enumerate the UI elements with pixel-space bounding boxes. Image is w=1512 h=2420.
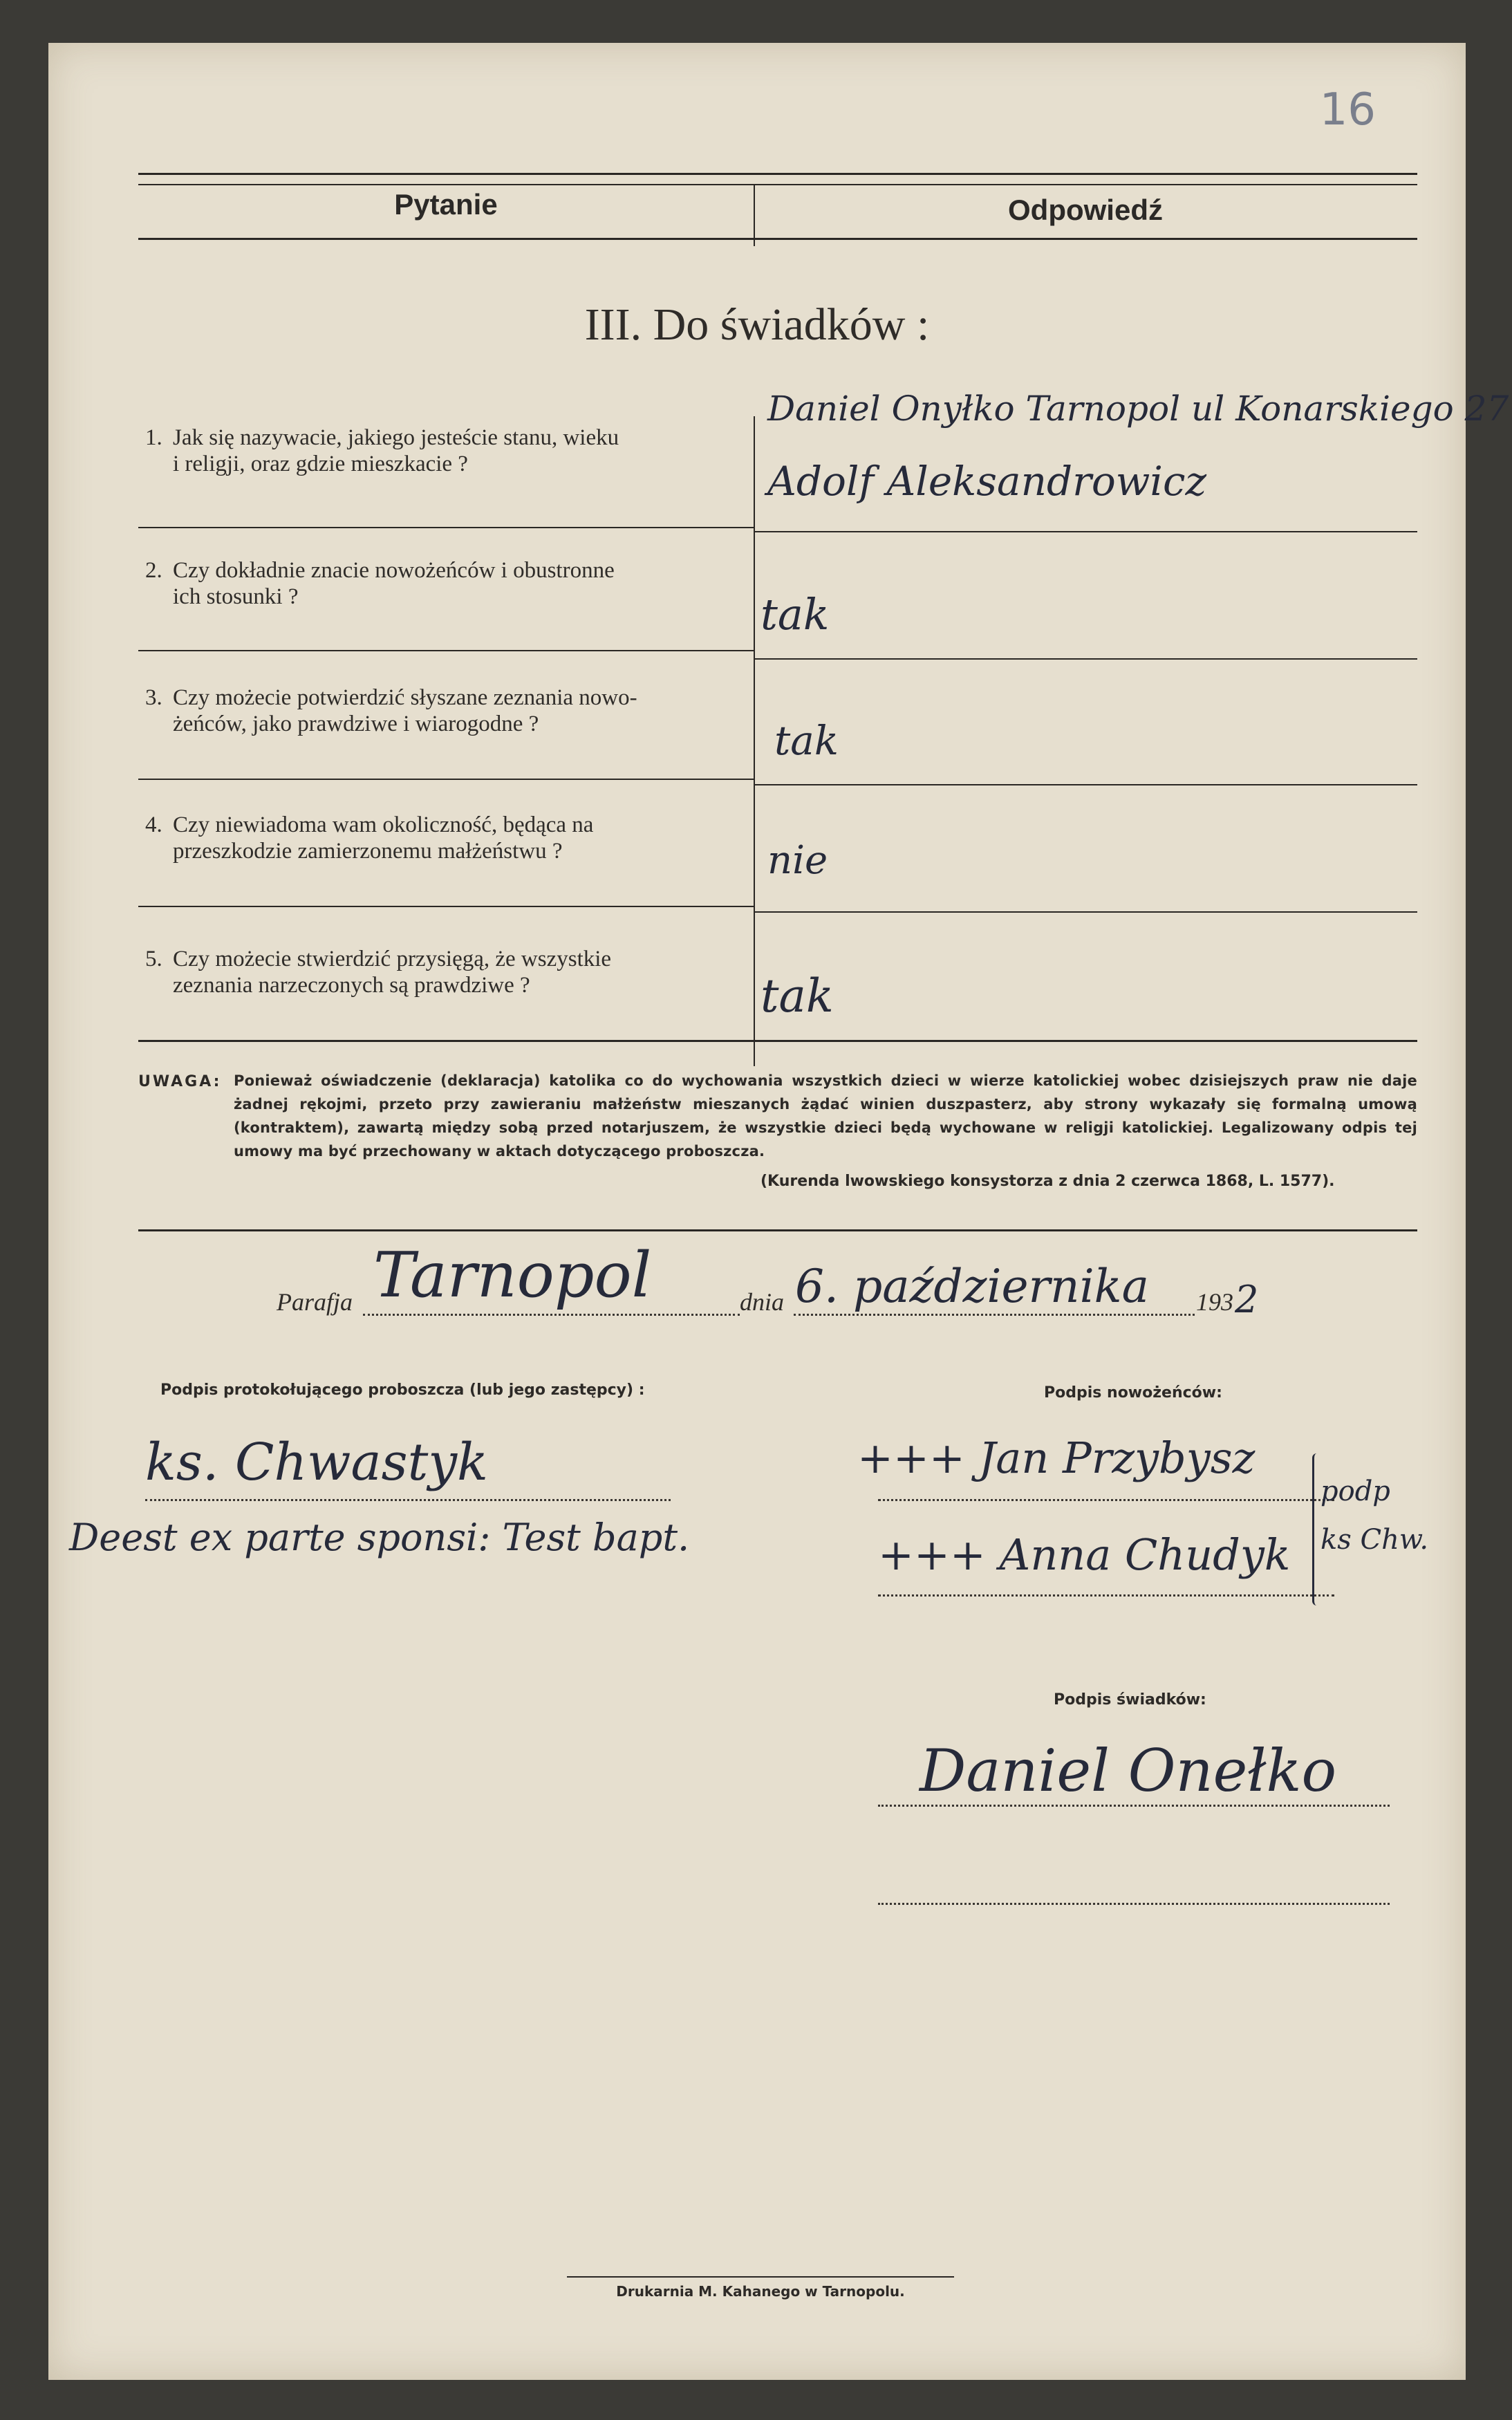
witnesses-signature-label: Podpis świadków: bbox=[1054, 1691, 1206, 1709]
question-4: 4. Czy niewiadoma wam okoliczność, będąca na przeszkodzie zamierzonemu małżeństwu ? bbox=[145, 812, 594, 864]
parish-label: Parafja bbox=[277, 1288, 353, 1316]
parish-value: Tarnopol bbox=[373, 1239, 652, 1312]
answer-1-line-2: Adolf Aleksandrowicz bbox=[767, 458, 1206, 505]
answer-4: nie bbox=[767, 838, 828, 883]
q4-rule bbox=[138, 906, 754, 907]
note-text: Ponieważ oświadczenie (deklaracja) katolika co do wychowania wszystkich dzieci w wierze katolickiej wobec dzisiejszych praw nie daje żadnej rękojmi, przeto przy zawieraniu małżeństw mieszanych żądać winien duszpasterz, aby strony wykazały się formalną umową (kontraktem), zawartą między sobą przed notarjuszem, że wszystkie dzieci będą wychowane w religji katolickiej. Legalizowany odpis tej umowy ma być przechowany w aktach dotyczącego proboszcza. bbox=[234, 1072, 1417, 1160]
spouses-note bbox=[1320, 1467, 1428, 1564]
spouses-note-line-2: ks Chw. bbox=[1320, 1524, 1429, 1556]
note-bottom-rule bbox=[138, 1229, 1417, 1231]
a1-rule bbox=[754, 531, 1417, 532]
question-5: 5. Czy możecie stwierdzić przysięgą, że wszystkie zeznania narzeczonych są prawdziwe ? bbox=[145, 947, 612, 998]
date-label: dnia bbox=[740, 1288, 785, 1316]
priest-signature: ks. Chwastyk bbox=[145, 1433, 488, 1492]
q1-rule bbox=[138, 527, 754, 528]
priest-dotted-line bbox=[145, 1499, 671, 1501]
questions-bottom-rule bbox=[138, 1040, 1417, 1042]
answer-column-header: Odpowiedź bbox=[1008, 194, 1163, 226]
section-title: III. Do świadków : bbox=[584, 299, 930, 350]
document-sheet bbox=[48, 43, 1509, 2380]
spouse-1-dotted-line bbox=[878, 1499, 1334, 1501]
question-column-header: Pytanie bbox=[394, 188, 498, 221]
note-source: (Kurenda lwowskiego konsystorza z dnia 2 czerwca 1868, L. 1577). bbox=[760, 1173, 1335, 1190]
witness-1-dotted-line bbox=[878, 1805, 1390, 1807]
a3-rule bbox=[754, 784, 1417, 785]
answer-1-line-1: Daniel Onyłko Tarnopol ul Konarskiego 27 bbox=[767, 389, 1509, 429]
spouse-2-dotted-line bbox=[878, 1594, 1334, 1597]
year-printed: 193 bbox=[1196, 1288, 1233, 1316]
spouse-1-signature: +++ Jan Przybysz bbox=[857, 1433, 1256, 1483]
question-3: 3. Czy możecie potwierdzić słyszane zeznania nowo- żeńców, jako prawdziwe i wiarogodne ? bbox=[145, 685, 637, 736]
printer-imprint: Drukarnia M. Kahanego w Tarnopolu. bbox=[616, 2283, 905, 2300]
answer-3: tak bbox=[774, 717, 839, 764]
date-value: 6. października bbox=[795, 1260, 1150, 1313]
q3-rule bbox=[138, 779, 754, 780]
witness-2-dotted-line bbox=[878, 1903, 1390, 1905]
header-top-rule-2 bbox=[138, 184, 1417, 185]
priest-signature-label: Podpis protokołującego proboszcza (lub jego zastępcy) : bbox=[160, 1381, 645, 1399]
a4-rule bbox=[754, 911, 1417, 913]
answer-5: tak bbox=[760, 969, 834, 1023]
witness-1-signature: Daniel Onełko bbox=[920, 1737, 1337, 1805]
spouses-signature-label: Podpis nowożeńców: bbox=[1044, 1384, 1222, 1402]
year-handwritten: 2 bbox=[1235, 1278, 1259, 1321]
answer-2: tak bbox=[760, 589, 830, 640]
date-dotted-line bbox=[794, 1314, 1195, 1316]
question-1: 1. Jak się nazywacie, jakiego jesteście stanu, wieku i religji, oraz gdzie mieszkacie ? bbox=[145, 425, 619, 476]
header-top-rule bbox=[138, 173, 1417, 175]
q2-rule bbox=[138, 650, 754, 651]
parish-dotted-line bbox=[363, 1314, 740, 1316]
priest-note: Deest ex parte sponsi: Test bapt. bbox=[69, 1516, 690, 1559]
printer-rule bbox=[567, 2276, 954, 2278]
page-number: 16 bbox=[1319, 84, 1376, 136]
spouses-note-line-1: podp bbox=[1320, 1476, 1390, 1507]
spouse-2-signature: +++ Anna Chudyk bbox=[878, 1529, 1291, 1580]
a2-rule bbox=[754, 658, 1417, 660]
note-label: UWAGA: bbox=[138, 1073, 222, 1090]
header-bottom-rule bbox=[138, 238, 1417, 240]
question-2: 2. Czy dokładnie znacie nowożeńców i obustronne ich stosunki ? bbox=[145, 558, 615, 609]
